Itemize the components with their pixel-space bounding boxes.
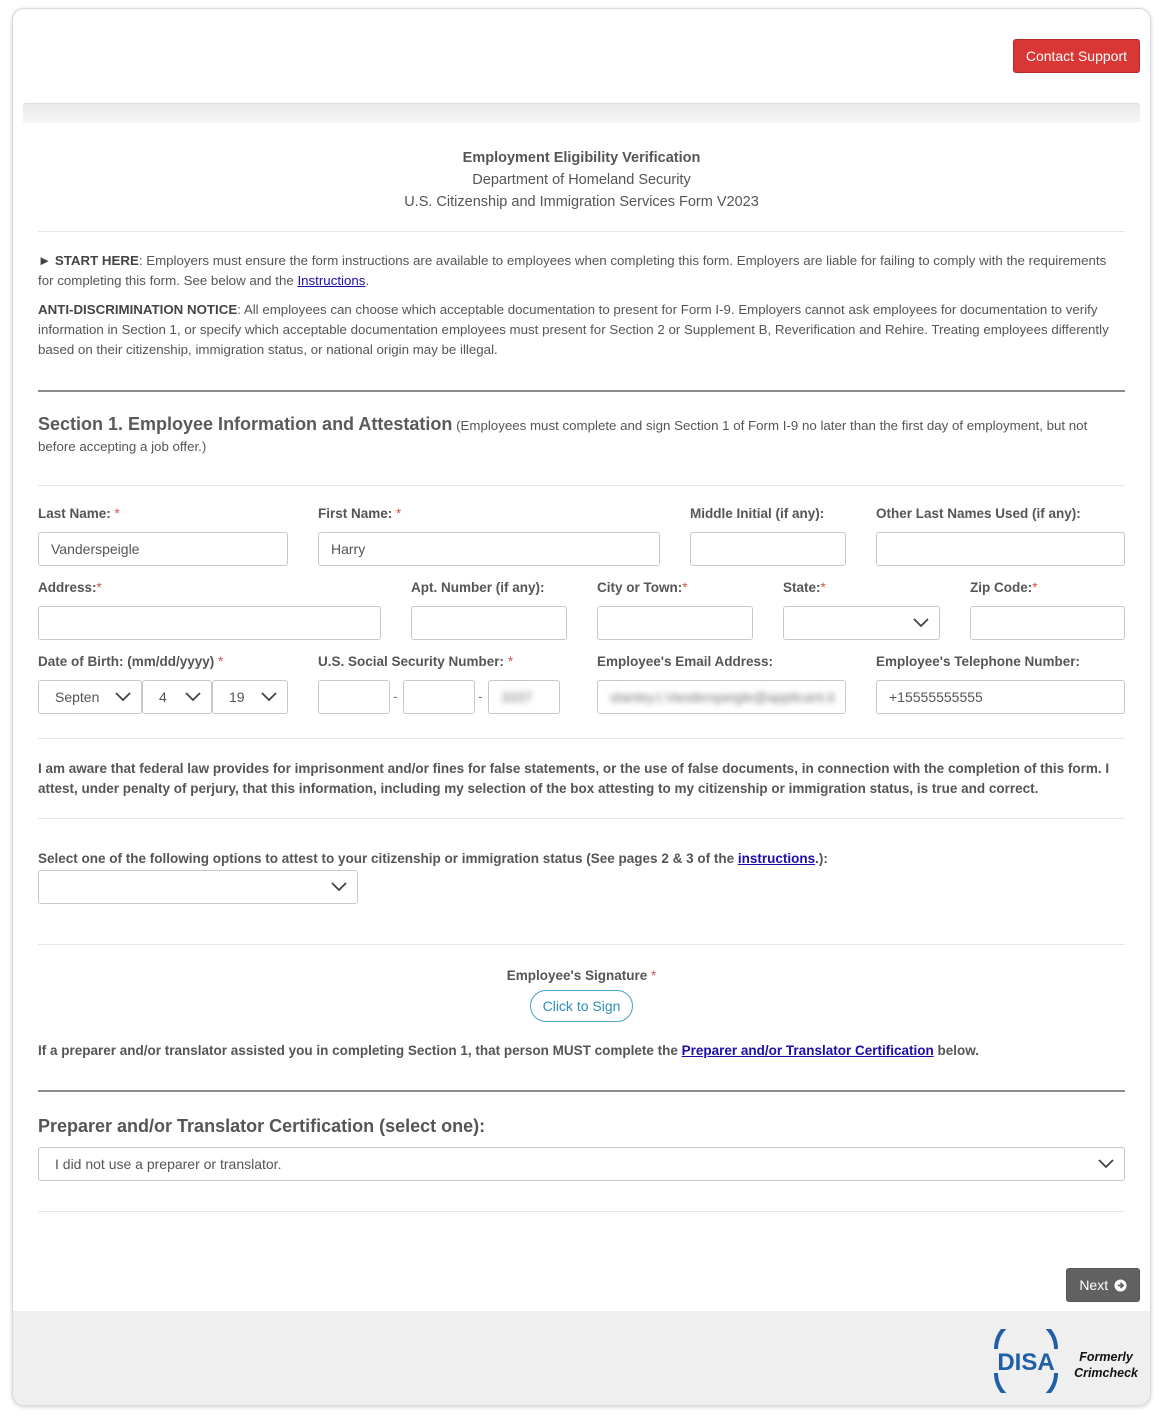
middle-initial-label: Middle Initial (if any):: [690, 506, 825, 521]
last-name-group: [38, 506, 288, 566]
logo-text: DISA: [997, 1349, 1055, 1376]
ssn-separator: -: [393, 688, 398, 704]
ssn-label: U.S. Social Security Number: *: [318, 654, 514, 669]
chevron-down-icon: [185, 690, 201, 704]
section1-heading: [38, 414, 1125, 457]
email-label: Employee's Email Address:: [597, 654, 774, 669]
city-input[interactable]: [597, 606, 753, 640]
last-name-label: Last Name: *: [38, 506, 120, 521]
zip-group: [970, 580, 1125, 640]
start-here-end: .: [365, 273, 370, 288]
other-names-label: Other Last Names Used (if any):: [876, 506, 1081, 521]
preparer-certification-link[interactable]: Preparer and/or Translator Certification: [681, 1043, 934, 1058]
chevron-down-icon: [115, 690, 131, 704]
anti-discrimination-text: : All employees can choose which acceptable documentation to present for Form I-9. Employers cannot ask employees for documentation to verify information in Section 1, or specify which acceptable documentation employees must present for Section 2 or Supplement B, Reverification and Rehire. Treating employees differently based on their citizenship, immigration status, or national origin may be illegal.: [38, 302, 1109, 357]
anti-discrimination-label: ANTI-DISCRIMINATION NOTICE: [38, 302, 238, 317]
form-dept: Department of Homeland Security: [472, 172, 691, 188]
disa-logo: [988, 1329, 1138, 1393]
other-names-group: [876, 506, 1125, 566]
address-input[interactable]: [38, 606, 381, 640]
ssn-separator: -: [478, 688, 483, 704]
divider: [38, 1211, 1125, 1212]
divider: [38, 944, 1125, 945]
signature-block: [38, 966, 1125, 1022]
city-label: City or Town:*: [597, 580, 688, 595]
top-divider-bar: [23, 103, 1140, 123]
dob-group: [38, 654, 298, 714]
click-to-sign-button[interactable]: Click to Sign: [530, 990, 634, 1022]
dob-row: [38, 654, 1125, 728]
phone-input[interactable]: +15555555555: [876, 680, 1125, 714]
ssn-part3-input[interactable]: 3337: [488, 680, 560, 714]
attestation-text: I am aware that federal law provides for imprisonment and/or fines for false statements, or the use of false documents, in connection with the completion of this form. I attest, under penalty of perjury, that this information, including my selection of the box attesting to my citizenship or immigration status, is true and correct.: [38, 761, 1110, 796]
start-here-text: : Employers must ensure the form instructions are available to employees when completing this form. Employers are liable for failing to comply with the requirements for completing this form. See below and the: [38, 253, 1107, 288]
phone-group: [876, 654, 1125, 714]
start-here-label: ► START HERE: [38, 253, 139, 268]
zip-input[interactable]: [970, 606, 1125, 640]
city-group: [597, 580, 753, 640]
preparer-note: If a preparer and/or translator assisted you in completing Section 1, that person MUST complete the Preparer and/or Translator Certification below.: [38, 1043, 979, 1058]
ssn-group: [318, 654, 568, 714]
preparer-select[interactable]: I did not use a preparer or translator.: [38, 1147, 1125, 1181]
last-name-input[interactable]: Vanderspeigle: [38, 532, 288, 566]
phone-label: Employee's Telephone Number:: [876, 654, 1081, 669]
divider: [38, 231, 1125, 232]
chevron-down-icon: [1098, 1157, 1114, 1171]
next-label: Next: [1079, 1277, 1109, 1293]
divider: [38, 818, 1125, 819]
email-input[interactable]: stanley.t.Vanderspeigle@applicant.it: [597, 680, 846, 714]
arrow-circle-right-icon: [1114, 1279, 1127, 1292]
instructions-link[interactable]: Instructions: [297, 273, 366, 288]
dob-month-select[interactable]: Septen: [38, 680, 142, 714]
contact-support-button[interactable]: Contact Support: [1013, 39, 1140, 73]
divider: [38, 485, 1125, 486]
preparer-title: Preparer and/or Translator Certification (select one):: [38, 1116, 486, 1136]
citizenship-status-select[interactable]: [38, 870, 358, 904]
dob-label: Date of Birth: (mm/dd/yyyy) *: [38, 654, 224, 669]
section-divider: [38, 390, 1125, 392]
dob-day-select[interactable]: 4: [142, 680, 212, 714]
state-label: State:*: [783, 580, 826, 595]
zip-label: Zip Code:*: [970, 580, 1038, 595]
section1-title: Section 1. Employee Information and Attestation: [38, 414, 453, 434]
citizenship-instructions-link[interactable]: instructions: [737, 851, 816, 866]
form-agency: U.S. Citizenship and Immigration Services Form V2023: [404, 194, 759, 210]
form-content: [38, 123, 1125, 1212]
dob-year-select[interactable]: 19: [212, 680, 288, 714]
middle-initial-input[interactable]: [690, 532, 846, 566]
first-name-group: [318, 506, 660, 566]
form-header: [38, 123, 1125, 213]
state-select[interactable]: [783, 606, 940, 640]
disa-logo-icon: [988, 1329, 1068, 1393]
first-name-input[interactable]: Harry: [318, 532, 660, 566]
address-row: [38, 580, 1125, 654]
name-row: [38, 506, 1125, 580]
divider: [38, 738, 1125, 739]
other-names-input[interactable]: [876, 532, 1125, 566]
signature-label: Employee's Signature *: [506, 968, 657, 983]
section1-subtitle: (Employees must complete and sign Section 1 of Form I-9 no later than the first day of employment, but not before accepting a job offer.): [38, 418, 1088, 454]
address-label: Address:*: [38, 580, 102, 595]
apt-label: Apt. Number (if any):: [411, 580, 545, 595]
first-name-label: First Name: *: [318, 506, 402, 521]
section-divider: [38, 1090, 1125, 1092]
anti-discrimination-notice: [38, 300, 1125, 360]
ssn-part1-input[interactable]: [318, 680, 390, 714]
state-group: [783, 580, 940, 640]
apt-input[interactable]: [411, 606, 567, 640]
form-card: [12, 8, 1151, 1406]
chevron-down-icon: [913, 616, 929, 630]
ssn-part2-input[interactable]: [403, 680, 475, 714]
address-group: [38, 580, 381, 640]
email-group: [597, 654, 846, 714]
next-button[interactable]: [1066, 1268, 1140, 1302]
formerly-text: Formerly Crimcheck: [1074, 1350, 1138, 1380]
chevron-down-icon: [331, 880, 347, 894]
chevron-down-icon: [261, 690, 277, 704]
footer: [13, 1311, 1150, 1405]
citizenship-prompt: Select one of the following options to attest to your citizenship or immigration status (See pages 2 & 3 of the instructions.):: [38, 851, 828, 866]
form-title: Employment Eligibility Verification: [462, 150, 701, 166]
start-here-notice: [38, 251, 1125, 291]
middle-initial-group: [690, 506, 846, 566]
apt-group: [411, 580, 567, 640]
